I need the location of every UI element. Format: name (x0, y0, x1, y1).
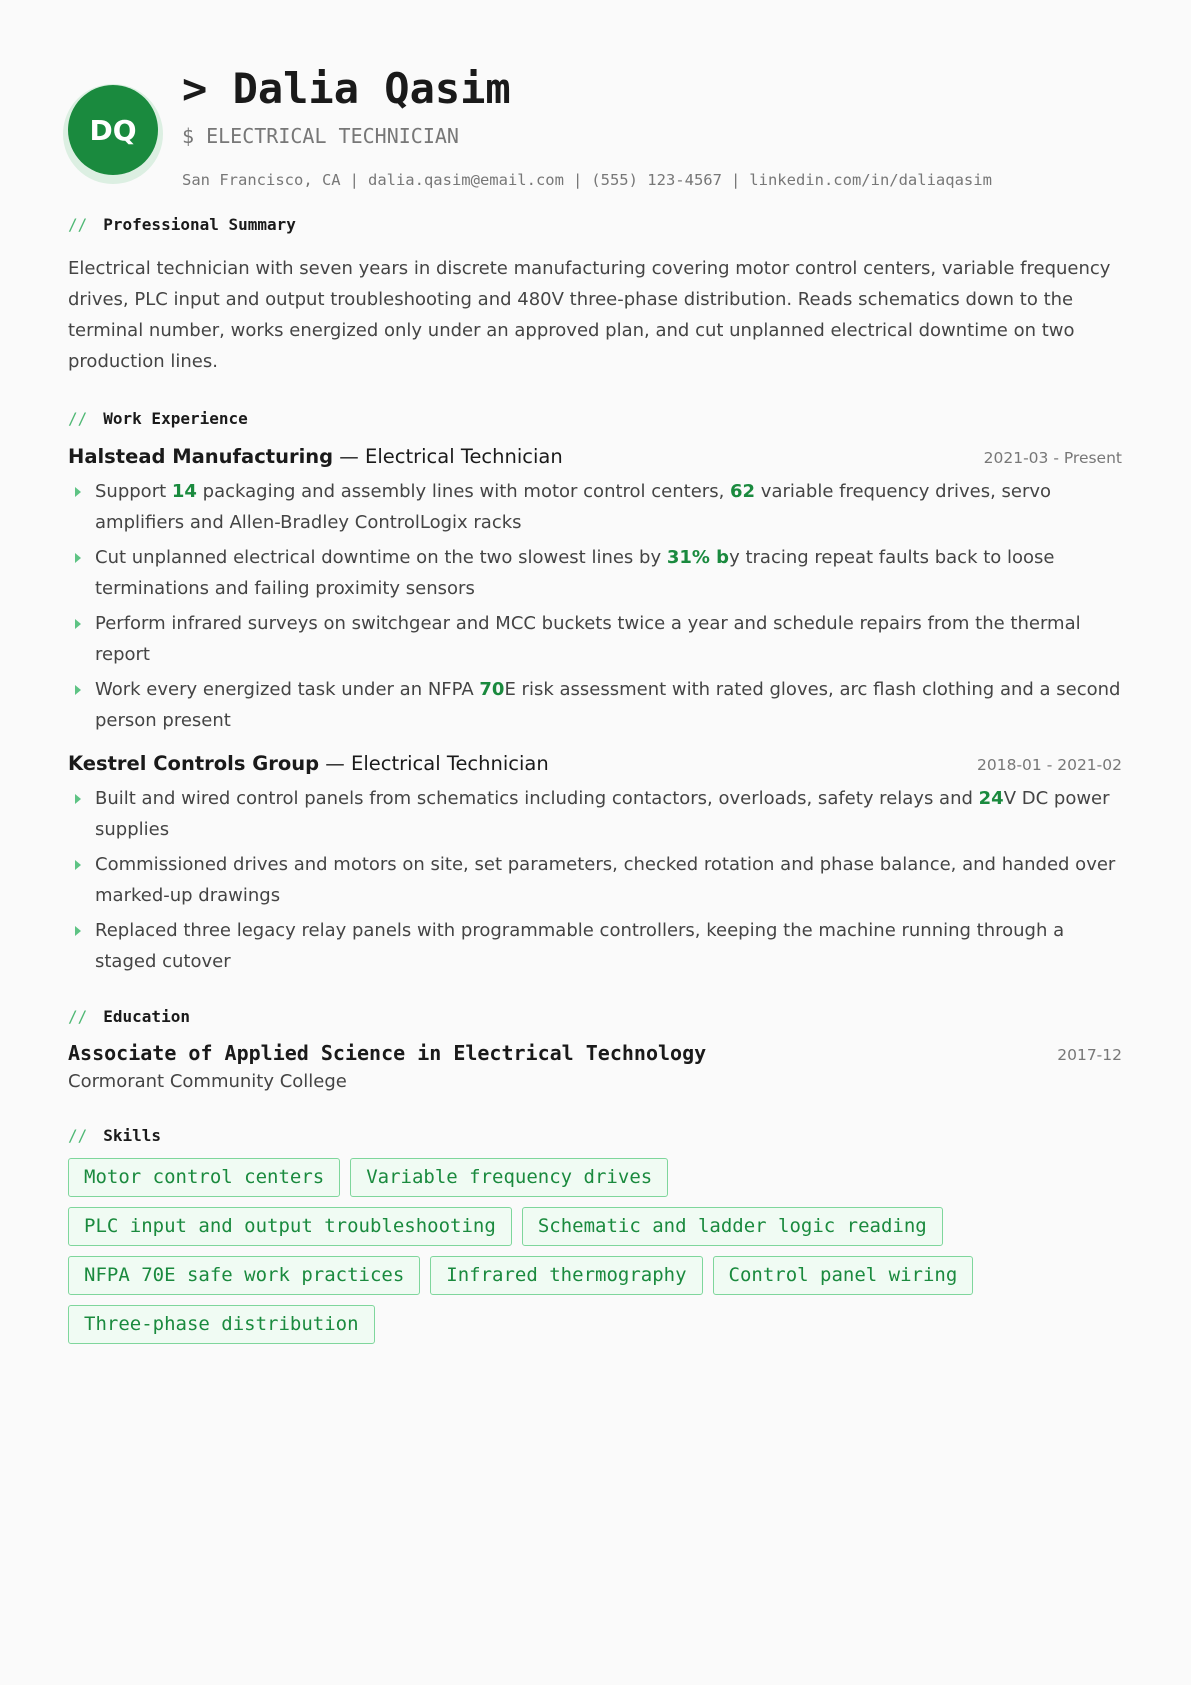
bullet-item (68, 608, 1122, 670)
education-entry (68, 1041, 1122, 1065)
contact-location: San Francisco, CA (182, 171, 341, 189)
job-bullets (68, 783, 1122, 977)
bullet-triangle-icon (75, 487, 81, 497)
bullet-triangle-icon (75, 926, 81, 936)
job-entry (68, 752, 1122, 977)
skill-chip: Schematic and ladder logic reading (522, 1207, 943, 1246)
bullet-item (68, 849, 1122, 911)
title-dash: — (333, 445, 366, 468)
skill-chip: PLC input and output troubleshooting (68, 1207, 512, 1246)
job-list (68, 445, 1122, 977)
candidate-name: > Dalia Qasim (182, 64, 511, 113)
contact-linkedin[interactable]: linkedin.com/in/daliaqasim (749, 171, 992, 189)
bullet-triangle-icon (75, 685, 81, 695)
bullet-text: Built and wired control panels from schematics including contactors, overloads, safety relays and (95, 788, 979, 809)
resume-header (68, 0, 1122, 205)
bullet-text: packaging and assembly lines with motor control centers, (196, 481, 731, 502)
job-title-line (68, 445, 563, 468)
contact-phone: (555) 123-4567 (591, 171, 722, 189)
section-title-experience (68, 407, 1122, 431)
bullet-text: Commissioned drives and motors on site, set parameters, checked rotation and phase balance, and handed over marked-up drawings (95, 854, 1116, 906)
position-title: Electrical Technician (351, 752, 549, 775)
skills-section (68, 1124, 1122, 1344)
job-header (68, 752, 1122, 775)
skill-chip: Motor control centers (68, 1158, 340, 1197)
bullet-triangle-icon (75, 860, 81, 870)
bullet-triangle-icon (75, 619, 81, 629)
section-title-text: Work Experience (103, 409, 248, 428)
highlight-number: 70 (479, 679, 505, 700)
job-dates: 2021-03 - Present (983, 449, 1122, 467)
avatar: DQ (68, 85, 158, 175)
education-date: 2017-12 (1057, 1046, 1122, 1064)
section-prefix: // (68, 1007, 88, 1026)
job-bullets (68, 476, 1122, 736)
skill-chip: Variable frequency drives (350, 1158, 668, 1197)
bullet-text: Replaced three legacy relay panels with programmable controllers, keeping the machine running through a staged cutover (95, 920, 1065, 972)
skill-chip: Infrared thermography (430, 1256, 702, 1295)
bullet-text: Work every energized task under an NFPA (95, 679, 480, 700)
experience-section (68, 407, 1122, 977)
bullet-item (68, 783, 1122, 845)
bullet-text: Cut unplanned electrical downtime on the two slowest lines by (95, 547, 667, 568)
job-title-line (68, 752, 549, 775)
section-prefix: // (68, 215, 88, 234)
highlight-number: 14 (171, 481, 197, 502)
summary-text: Electrical technician with seven years in discrete manufacturing covering motor control centers, variable frequency drives, PLC input and output troubleshooting and 480V three-phase distribution. Reads schematics down to the terminal number, works energized only under an approved plan, and cut unplanned electrical downtime on two production lines. (68, 258, 1111, 372)
job-header (68, 445, 1122, 468)
skill-chip: Control panel wiring (713, 1256, 974, 1295)
section-title-text: Education (103, 1007, 190, 1026)
job-dates: 2018-01 - 2021-02 (977, 756, 1122, 774)
highlight-number: 24 (978, 788, 1004, 809)
section-title-summary (68, 213, 1122, 237)
skills-list (68, 1158, 1122, 1344)
contact-line (182, 171, 992, 189)
contact-separator: | (349, 171, 359, 189)
skill-chip: Three-phase distribution (68, 1305, 375, 1344)
bullet-triangle-icon (75, 553, 81, 563)
section-title-text: Professional Summary (103, 215, 296, 234)
section-title-education (68, 1005, 1122, 1029)
school-name: Cormorant Community College (68, 1071, 347, 1092)
bullet-item (68, 674, 1122, 736)
contact-separator: | (730, 171, 741, 189)
company-name: Kestrel Controls Group (68, 752, 320, 775)
section-title-skills (68, 1124, 1122, 1148)
section-prefix: // (68, 409, 88, 428)
bullet-item (68, 476, 1122, 538)
degree-title: Associate of Applied Science in Electrical Technology (68, 1041, 707, 1065)
job-entry (68, 445, 1122, 736)
highlight-number: 62 (730, 481, 756, 502)
bullet-triangle-icon (75, 794, 81, 804)
title-dash: — (319, 752, 352, 775)
bullet-text: V DC power supplies (95, 788, 1110, 840)
bullet-item (68, 542, 1122, 604)
contact-separator: | (572, 171, 583, 189)
bullet-text: Support (95, 481, 172, 502)
bullet-text: y tracing repeat faults back to loose terminations and failing proximity sensors (95, 547, 1055, 599)
job-role: $ ELECTRICAL TECHNICIAN (182, 124, 459, 148)
section-prefix: // (68, 1126, 88, 1145)
bullet-text: Perform infrared surveys on switchgear and MCC buckets twice a year and schedule repairs from the thermal report (95, 613, 1081, 665)
bullet-text: variable frequency drives, servo amplifiers and Allen-Bradley ControlLogix racks (95, 481, 1052, 533)
skill-chip: NFPA 70E safe work practices (68, 1256, 420, 1295)
position-title: Electrical Technician (365, 445, 563, 468)
education-section (68, 1005, 1122, 1092)
resume-page (68, 0, 1122, 1344)
highlight-number: 31% b (666, 547, 730, 568)
bullet-text: E risk assessment with rated gloves, arc flash clothing and a second person present (95, 679, 1121, 731)
bullet-item (68, 915, 1122, 977)
contact-email[interactable]: dalia.qasim@email.com (367, 171, 564, 189)
section-title-text: Skills (103, 1126, 162, 1145)
summary-section (68, 213, 1122, 377)
company-name: Halstead Manufacturing (68, 445, 334, 468)
